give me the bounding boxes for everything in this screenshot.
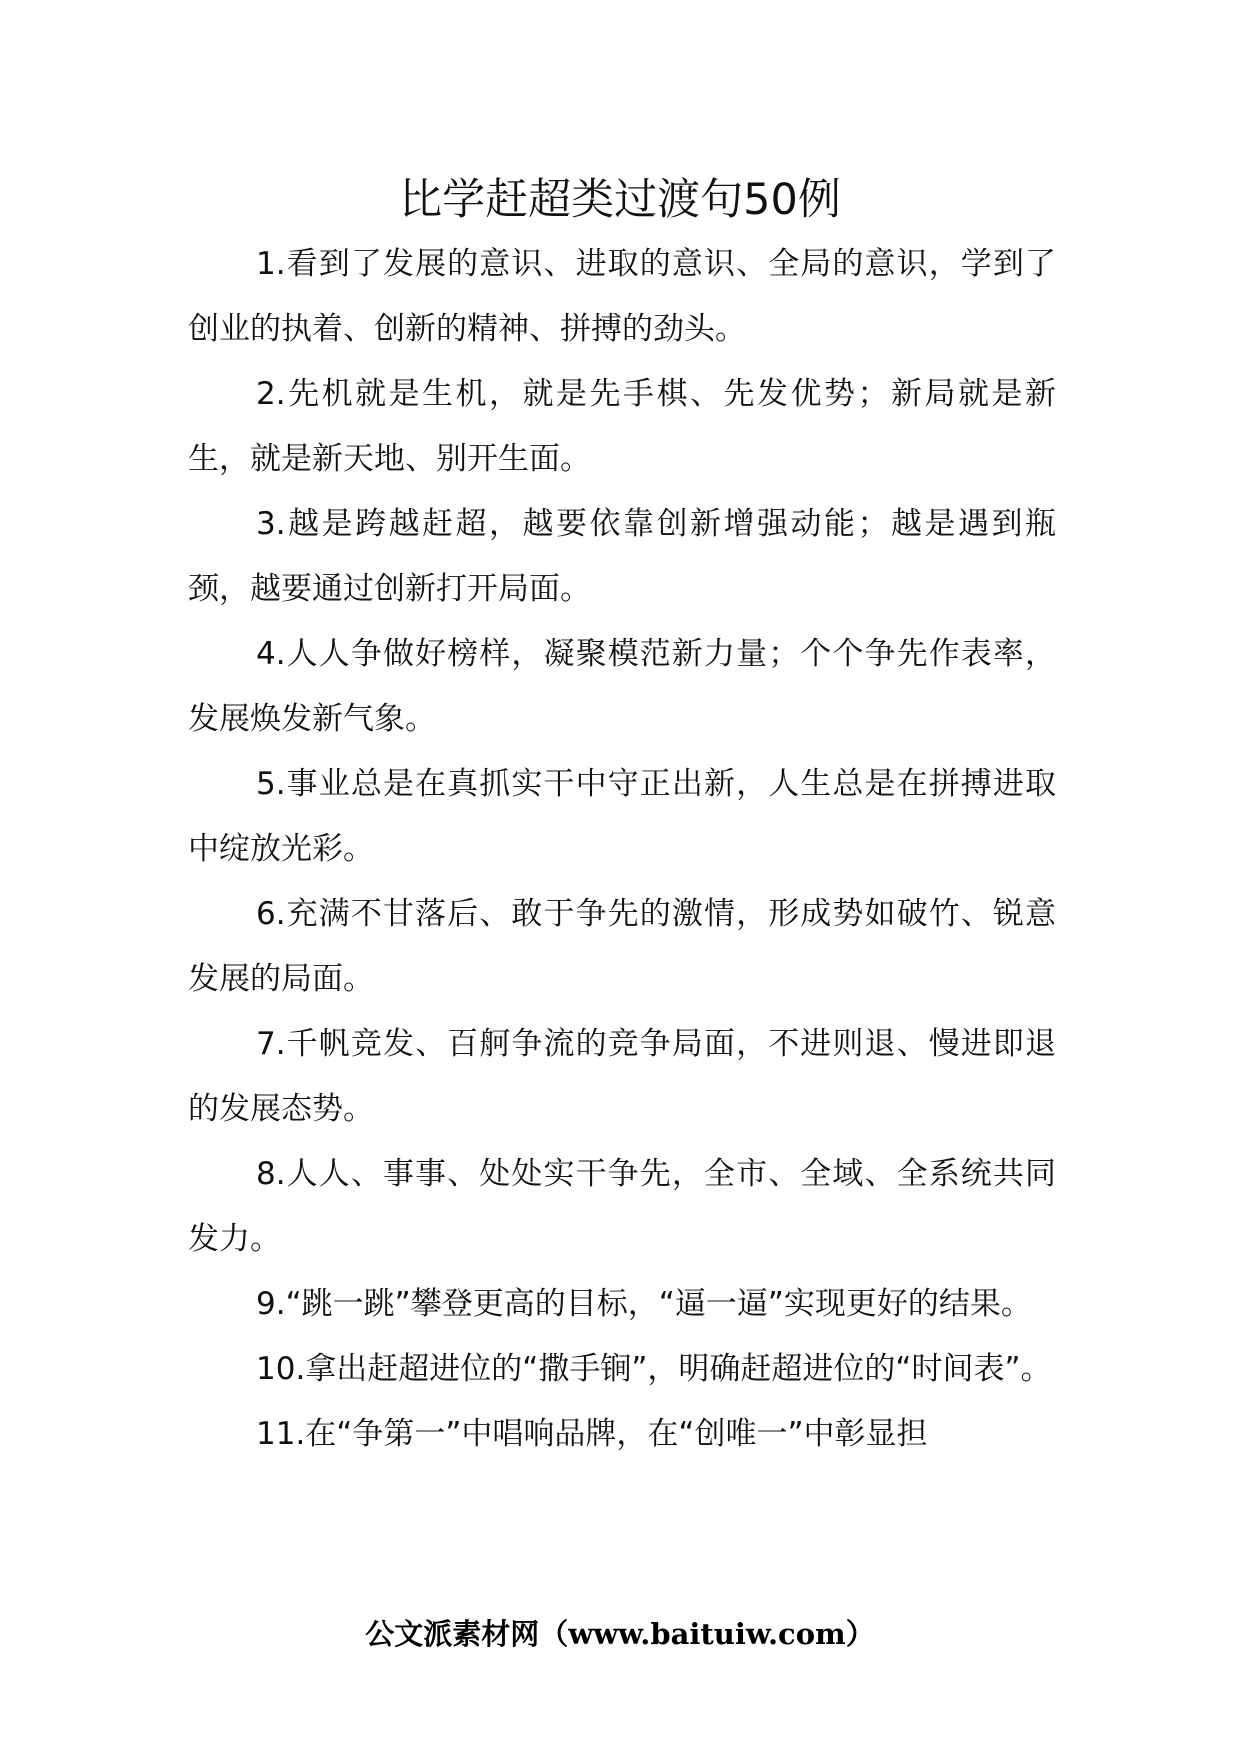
paragraph-7: 7.千帆竞发、百舸争流的竞争局面，不进则退、慢进即退的发展态势。 (188, 1026, 1056, 1127)
paragraph-4: 4.人人争做好榜样，凝聚模范新力量；个个争先作表率，发展焕发新气象。 (188, 636, 1056, 737)
document-title: 比学赶超类过渡句50例 (399, 175, 841, 225)
source-footer: 公文派素材网（www.baituiw.com） (365, 1617, 875, 1651)
paragraph-3: 3.越是跨越赶超，越要依靠创新增强动能；越是遇到瓶颈，越要通过创新打开局面。 (188, 506, 1056, 607)
paragraph-5: 5.事业总是在真抓实干中守正出新，人生总是在拼搏进取中绽放光彩。 (188, 766, 1056, 867)
paragraph-1: 1.看到了发展的意识、进取的意识、全局的意识，学到了创业的执着、创新的精神、拼搏的劲头。 (188, 246, 1056, 347)
paragraph-10: 10.拿出赶超进位的“撒手锏”，明确赶超进位的“时间表”。 (256, 1351, 1052, 1387)
paragraph-11: 11.在“争第一”中唱响品牌，在“创唯一”中彰显担 (256, 1416, 928, 1452)
paragraph-8: 8.人人、事事、处处实干争先，全市、全域、全系统共同发力。 (188, 1156, 1056, 1257)
document-body (188, 232, 1056, 1467)
paragraph-2: 2.先机就是生机，就是先手棋、先发优势；新局就是新生，就是新天地、别开生面。 (188, 376, 1056, 477)
paragraph-9: 9.“跳一跳”攀登更高的目标，“逼一逼”实现更好的结果。 (256, 1286, 1032, 1322)
paragraph-6: 6.充满不甘落后、敢于争先的激情，形成势如破竹、锐意发展的局面。 (188, 896, 1056, 997)
